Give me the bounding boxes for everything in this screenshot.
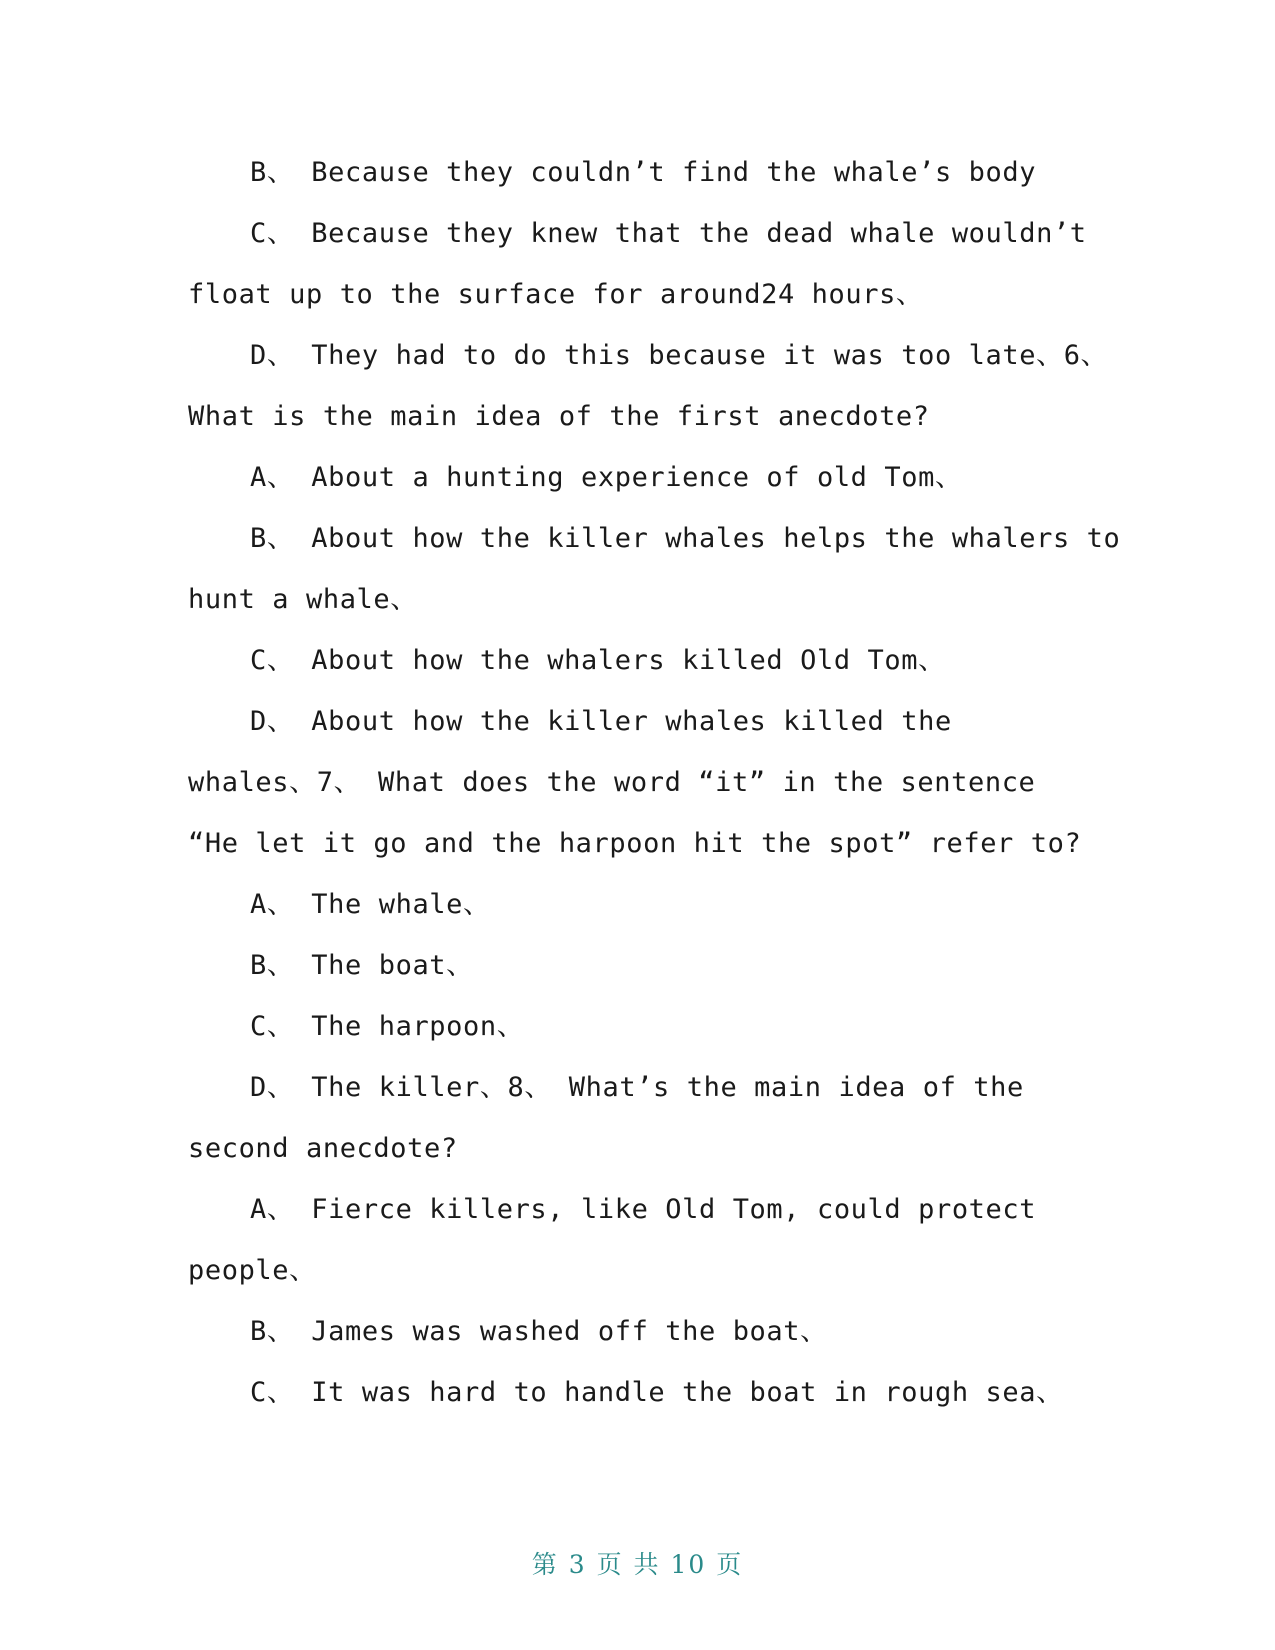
text-line: hunt a whale、 [188, 584, 418, 615]
text-line: B、 Because they couldn’t find the whale’s body [250, 157, 1037, 188]
text-line: D、 The killer、8、 What’s the main idea of the [250, 1072, 1024, 1103]
page-number-footer: 第 3 页 共 10 页 [531, 1550, 744, 1579]
text-line: C、 Because they knew that the dead whale wouldn’t [250, 218, 1087, 249]
text-line: A、 Fierce killers, like Old Tom, could protect [250, 1194, 1037, 1225]
text-line: C、 The harpoon、 [250, 1011, 525, 1042]
text-line: float up to the surface for around24 hours、 [188, 279, 924, 310]
text-line: B、 The boat、 [250, 950, 474, 981]
text-line: D、 They had to do this because it was too late、6、 [250, 340, 1109, 371]
text-line: “He let it go and the harpoon hit the spot” refer to? [188, 828, 1082, 859]
text-line: second anecdote? [188, 1133, 458, 1164]
text-line: A、 About a hunting experience of old Tom、 [250, 462, 963, 493]
text-line: whales、7、 What does the word “it” in the sentence [188, 767, 1036, 798]
text-line: What is the main idea of the first anecdote? [188, 401, 930, 432]
text-line: B、 About how the killer whales helps the whalers to [250, 523, 1121, 554]
text-line: people、 [188, 1255, 317, 1286]
document-body [188, 142, 1121, 1423]
text-line: D、 About how the killer whales killed the [250, 706, 952, 737]
text-line: C、 It was hard to handle the boat in rough sea、 [250, 1377, 1064, 1408]
text-line: A、 The whale、 [250, 889, 491, 920]
text-line: C、 About how the whalers killed Old Tom、 [250, 645, 946, 676]
text-line: B、 James was washed off the boat、 [250, 1316, 828, 1347]
